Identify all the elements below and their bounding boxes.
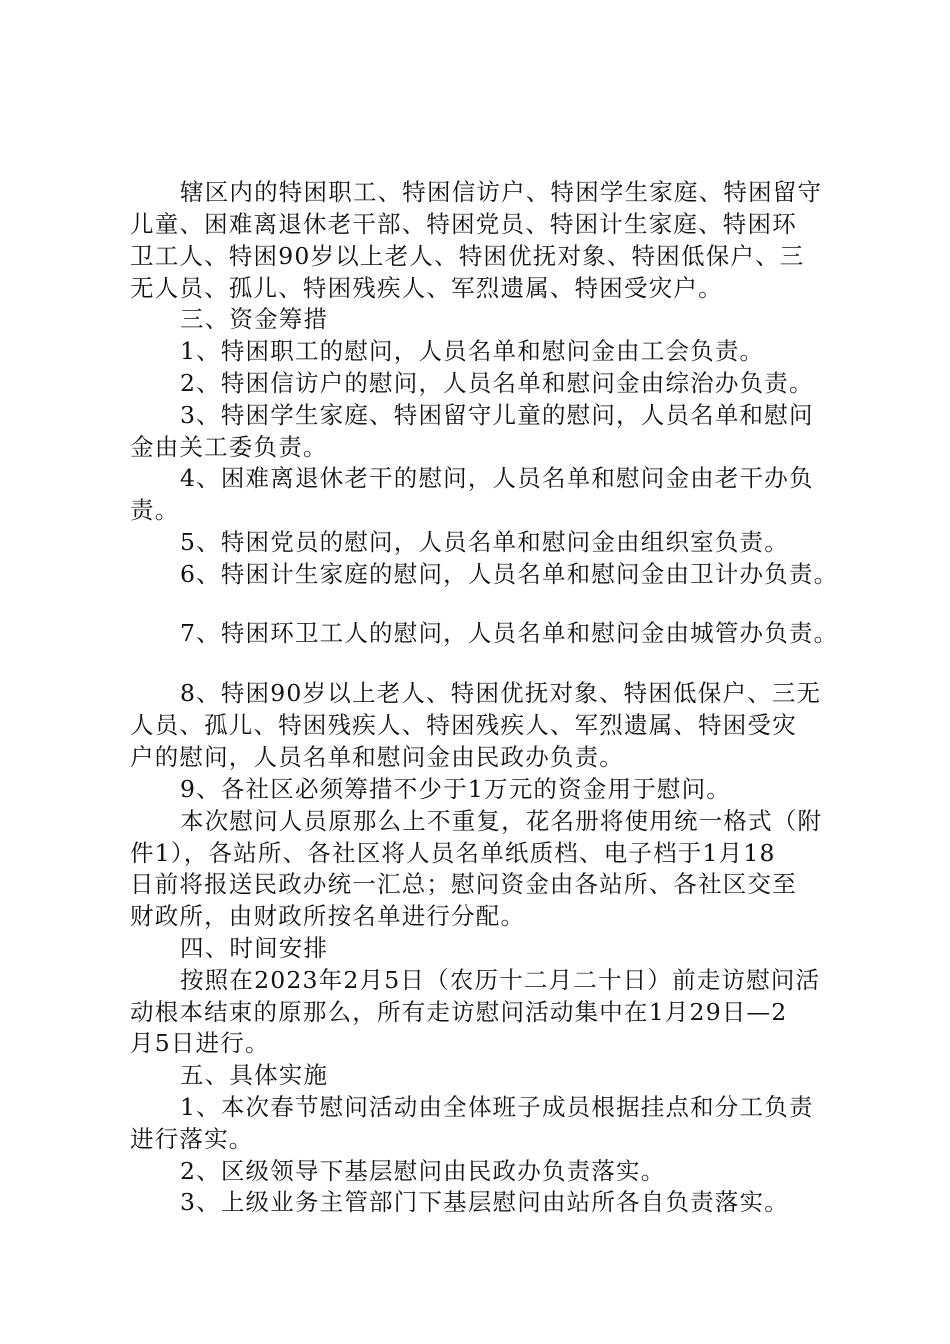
list-item: 1、特困职工的慰问，人员名单和慰问金由工会负责。 [180,337,765,365]
list-item: 3、上级业务主管部门下基层慰问由站所各自负责落实。 [180,1188,789,1216]
list-item: 2、区级领导下基层慰问由民政办负责落实。 [180,1157,666,1185]
list-item: 5、特困党员的慰问，人员名单和慰问金由组织室负责。 [180,528,789,556]
paragraph-line: 动根本结束的原那么，所有走访慰问活动集中在1月29日—2 [130,998,788,1026]
section-heading: 五、具体实施 [180,1061,329,1089]
section-heading: 三、资金筹措 [180,305,329,333]
list-item: 3、特困学生家庭、特困留守儿童的慰问，人员名单和慰问 [180,401,814,429]
list-item: 7、特困环卫工人的慰问，人员名单和慰问金由城管办负责。 [180,619,839,647]
list-item-continuation: 户的慰问，人员名单和慰问金由民政办负责。 [130,743,624,771]
list-item: 2、特困信访户的慰问，人员名单和慰问金由综治办负责。 [180,369,814,397]
list-item-continuation: 人员、孤儿、特困残疾人、特困残疾人、军烈遗属、特困受灾 [130,711,797,739]
paragraph-line: 本次慰问人员原那么上不重复，花名册将使用统一格式（附 [180,807,823,835]
list-item: 4、困难离退休老干的慰问，人员名单和慰问金由老干办负 [180,464,814,492]
list-item: 6、特困计生家庭的慰问，人员名单和慰问金由卫计办负责。 [180,560,839,588]
paragraph-line: 卫工人、特困90岁以上老人、特困优抚对象、特困低保户、三 [130,242,805,270]
paragraph-line: 月5日进行。 [130,1029,270,1057]
paragraph-line: 日前将报送民政办统一汇总；慰问资金由各站所、各社区交至 [130,870,797,898]
list-item-continuation: 责。 [130,496,180,524]
paragraph-line: 按照在2023年2月5日（农历十二月二十日）前走访慰问活 [180,966,821,994]
list-item: 8、特困90岁以上老人、特困优抚对象、特困低保户、三无 [180,679,822,707]
paragraph-line: 儿童、困难离退休老干部、特困党员、特困计生家庭、特困环 [130,210,797,238]
list-item: 1、本次春节慰问活动由全体班子成员根据挂点和分工负责 [180,1093,814,1121]
paragraph-line: 件1），各站所、各社区将人员名单纸质档、电子档于1月18 [130,839,776,867]
list-item: 9、各社区必须筹措不少于1万元的资金用于慰问。 [180,775,732,803]
section-heading: 四、时间安排 [180,934,329,962]
paragraph-line: 无人员、孤儿、特困残疾人、军烈遗属、特困受灾户。 [130,274,723,302]
paragraph-line: 财政所，由财政所按名单进行分配。 [130,902,526,930]
paragraph-line: 辖区内的特困职工、特困信访户、特困学生家庭、特困留守 [180,178,823,206]
list-item-continuation: 进行落实。 [130,1125,254,1153]
list-item-continuation: 金由关工委负责。 [130,433,328,461]
